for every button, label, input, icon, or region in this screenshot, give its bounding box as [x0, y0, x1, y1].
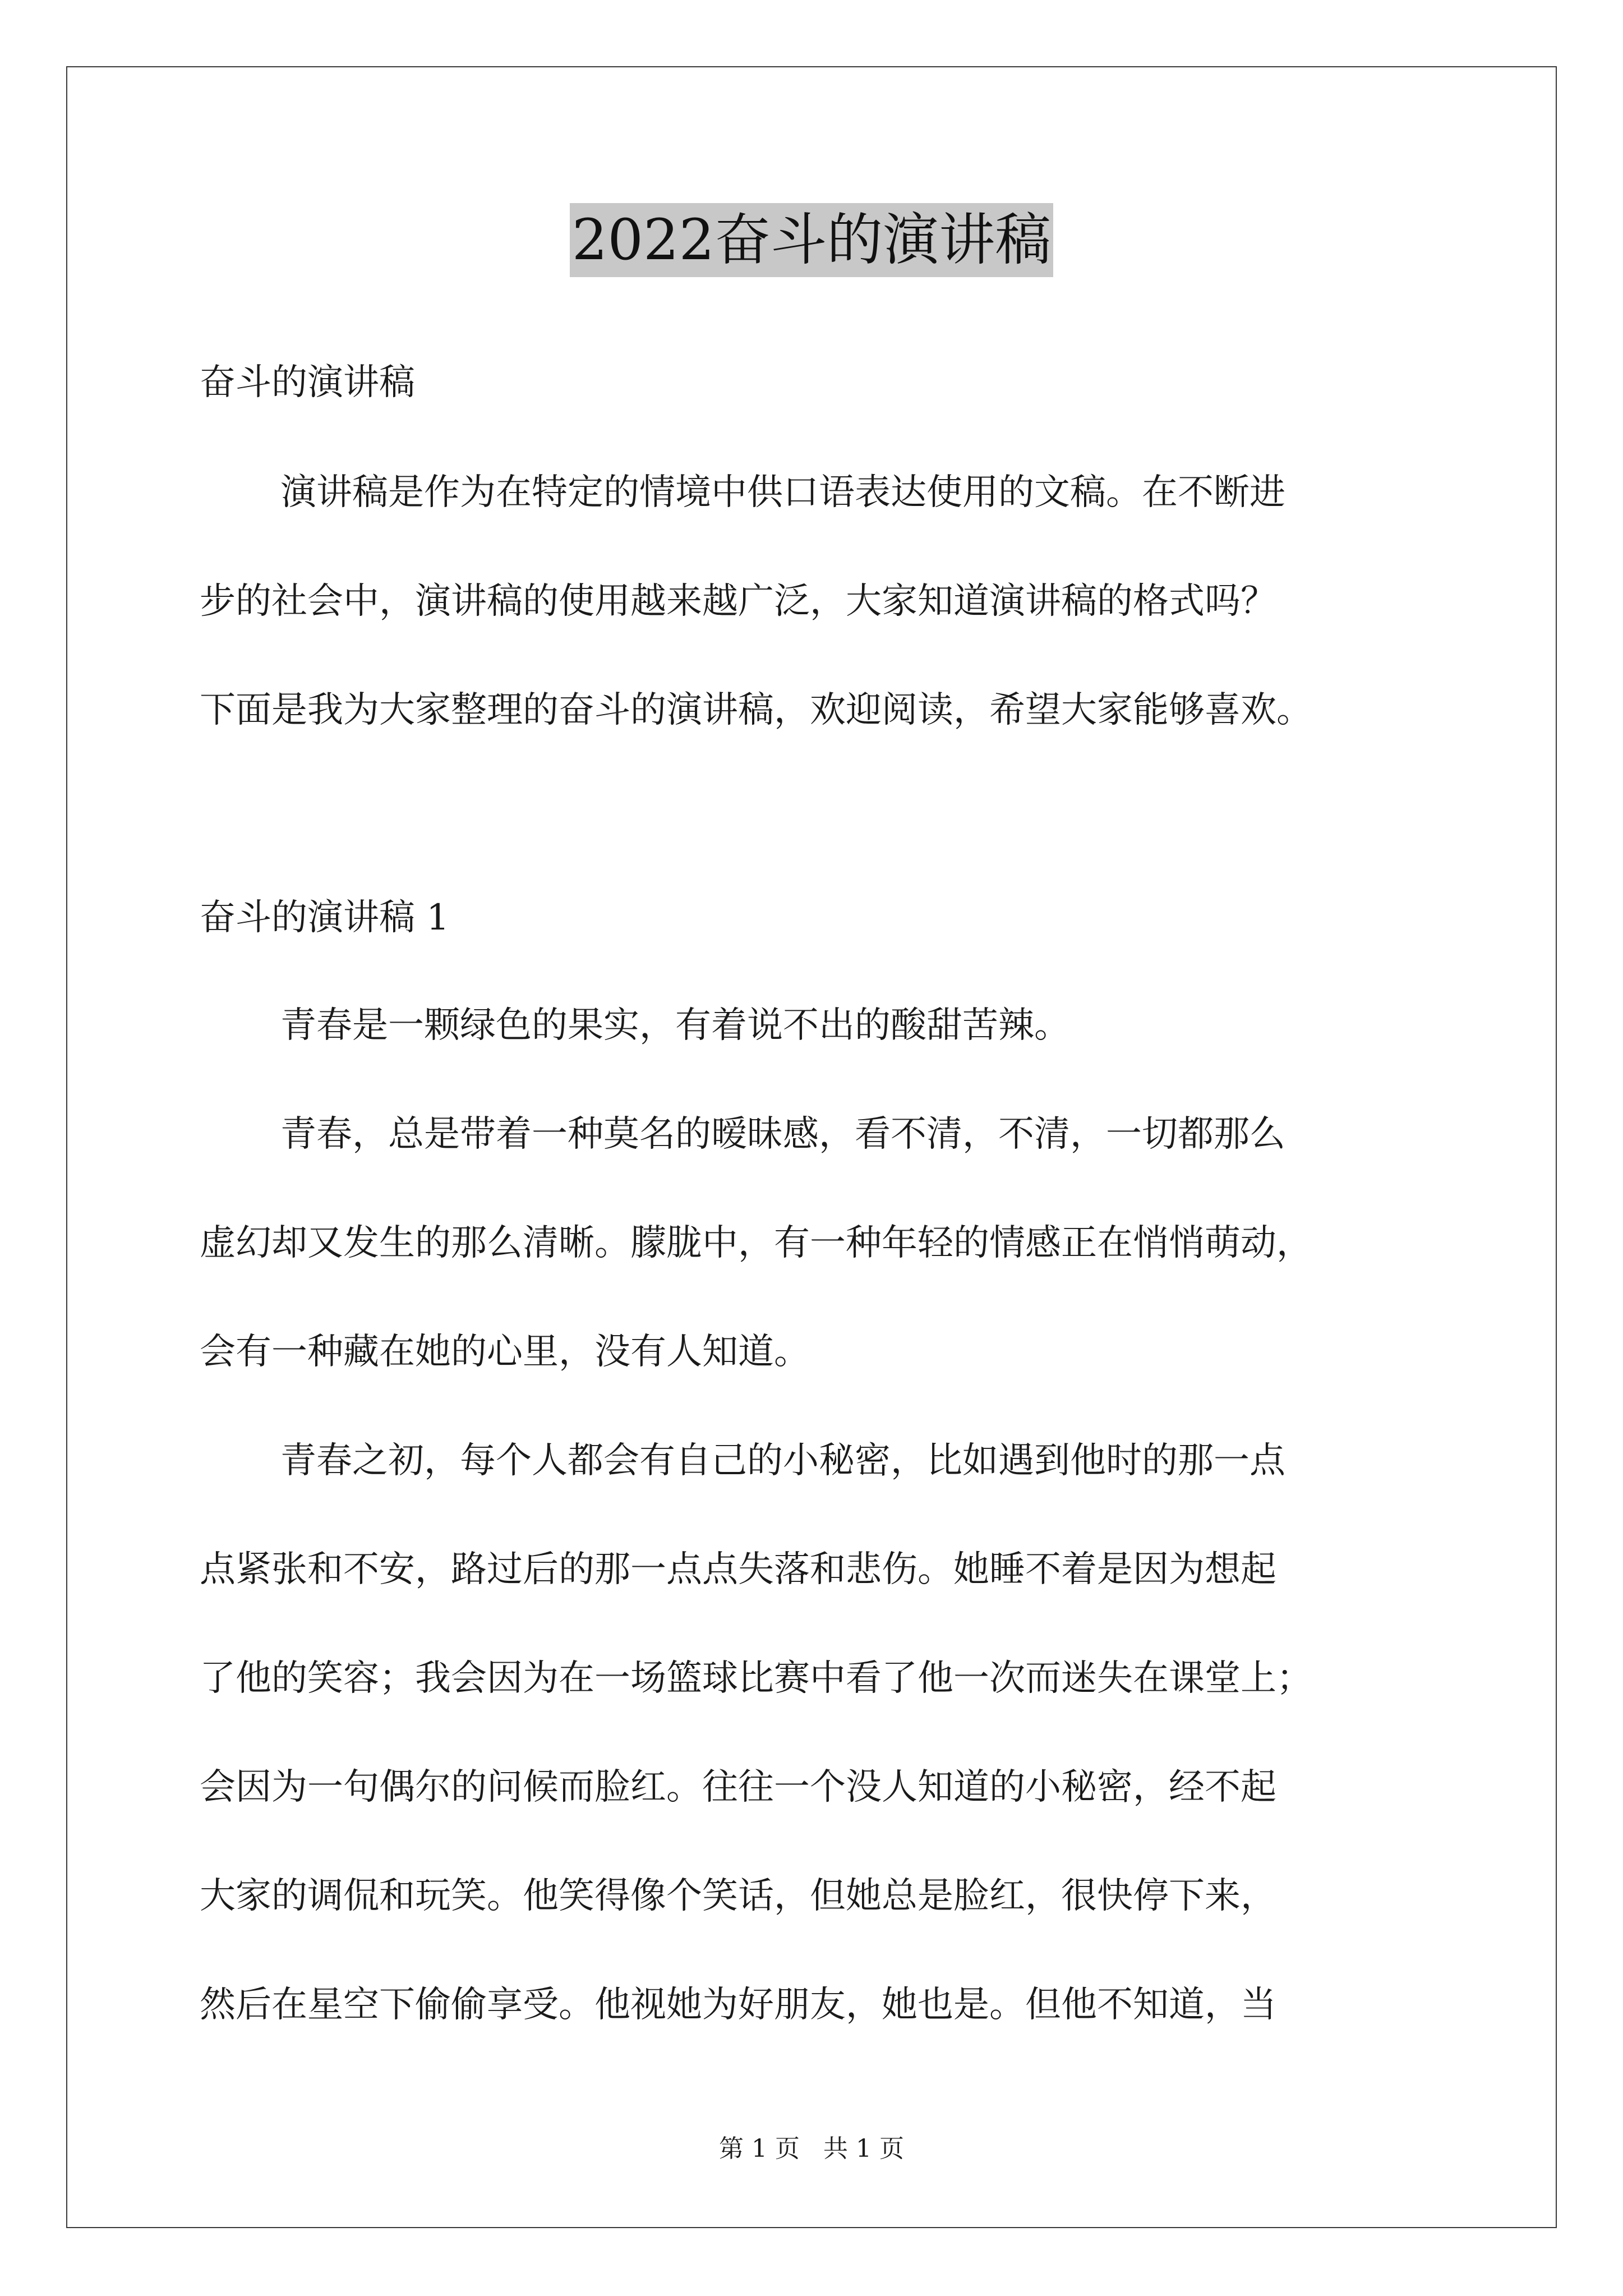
intro-line-1: 演讲稿是作为在特定的情境中供口语表达使用的文稿。在不断进: [280, 472, 1285, 513]
section-line-1: 青春是一颗绿色的果实，有着说不出的酸甜苦辣。: [280, 1005, 1070, 1046]
document-title: 2022奋斗的演讲稿: [570, 203, 1054, 277]
section-line-10: 然后在星空下偷偷享受。他视她为好朋友，她也是。但他不知道，当: [200, 1984, 1276, 2026]
section-line-8: 会因为一句偶尔的问候而脸红。往往一个没人知道的小秘密，经不起: [200, 1766, 1276, 1808]
page-total: 共 1 页: [823, 2134, 904, 2163]
section-line-6: 点紧张和不安，路过后的那一点点失落和悲伤。她睡不着是因为想起: [200, 1549, 1276, 1590]
intro-line-2: 步的社会中，演讲稿的使用越来越广泛，大家知道演讲稿的格式吗？: [200, 581, 1276, 622]
page-number: 第 1 页: [719, 2134, 800, 2163]
intro-line-3: 下面是我为大家整理的奋斗的演讲稿，欢迎阅读，希望大家能够喜欢。: [200, 689, 1312, 731]
title-container: [0, 203, 1623, 277]
section-line-4: 会有一种藏在她的心里，没有人知道。: [200, 1331, 810, 1373]
section-line-2: 青春，总是带着一种莫名的暧昧感，看不清，不清，一切都那么: [280, 1114, 1285, 1155]
section-line-3: 虚幻却又发生的那么清晰。朦胧中，有一种年轻的情感正在悄悄萌动，: [200, 1222, 1312, 1264]
page-footer: [0, 2128, 1623, 2164]
section-line-9: 大家的调侃和玩笑。他笑得像个笑话，但她总是脸红，很快停下来，: [200, 1875, 1276, 1917]
section-line-7: 了他的笑容；我会因为在一场篮球比赛中看了他一次而迷失在课堂上；: [200, 1658, 1312, 1699]
section-heading: 奋斗的演讲稿 1: [200, 897, 450, 938]
section-line-5: 青春之初，每个人都会有自己的小秘密，比如遇到他时的那一点: [280, 1440, 1285, 1481]
document-subtitle: 奋斗的演讲稿: [200, 362, 415, 403]
